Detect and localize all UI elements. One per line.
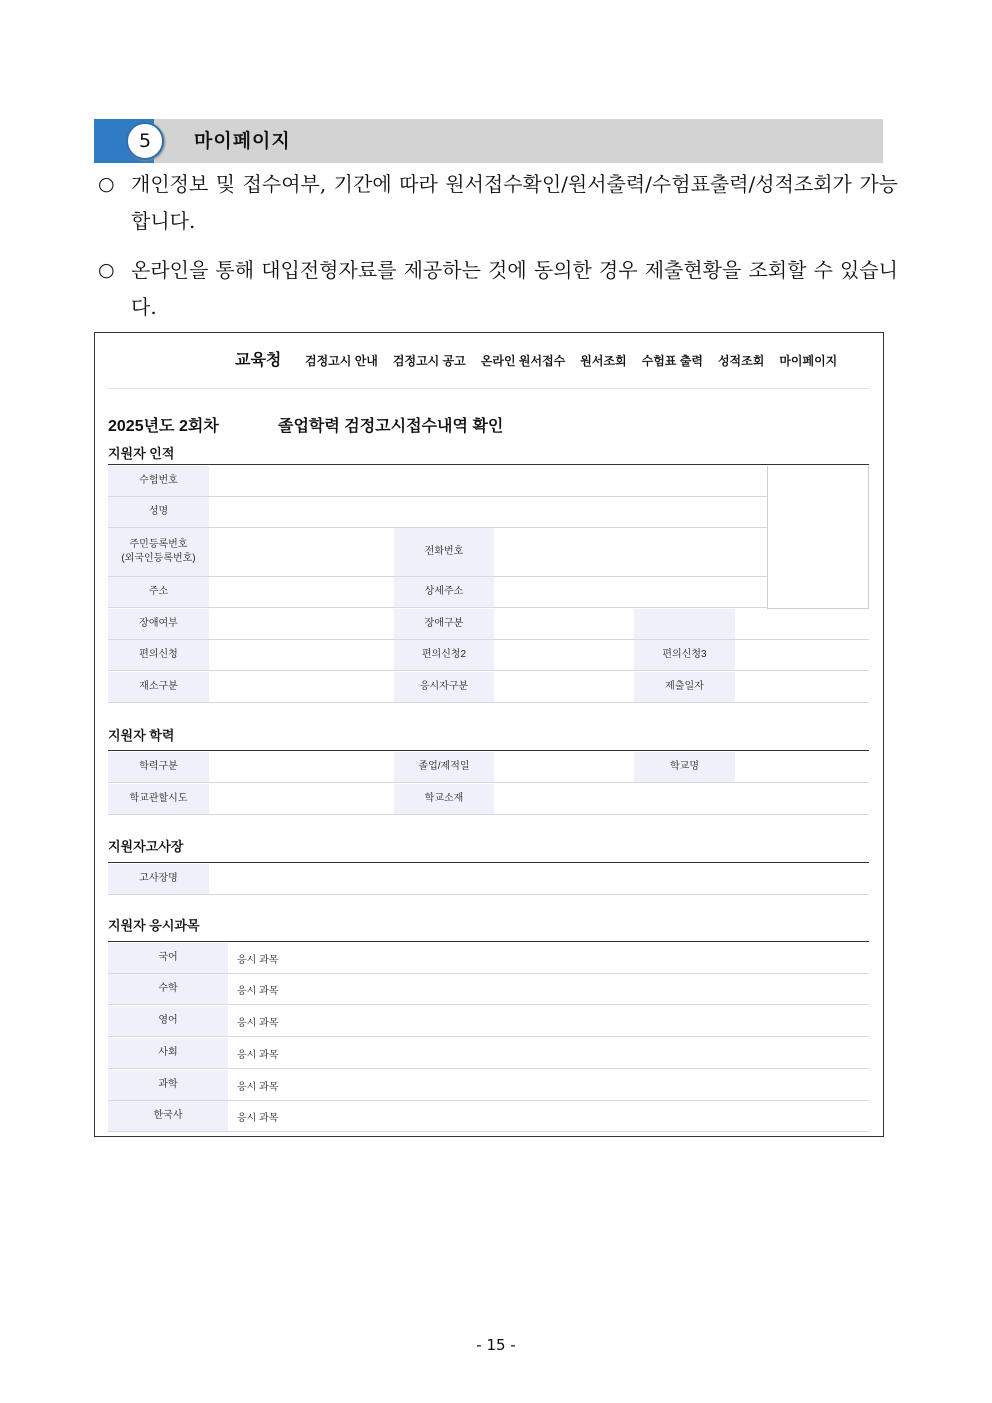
subject-value: 응시 과목 <box>237 1112 279 1124</box>
circle-bullet-icon: ○ <box>98 173 115 195</box>
menu-item-score-lookup[interactable]: 성적조회 <box>717 354 765 368</box>
main-menu <box>305 352 837 369</box>
row-disability <box>108 609 869 640</box>
row-name <box>108 497 767 528</box>
menu-item-exam-notice[interactable]: 검정고시 공고 <box>392 354 466 368</box>
label-venue-name: 고사장명 <box>108 864 209 894</box>
page-title <box>108 413 504 436</box>
circle-bullet-icon: ○ <box>98 259 115 281</box>
top-navigation <box>108 333 870 389</box>
subject-value: 응시 과목 <box>237 1049 279 1061</box>
label-address-detail: 상세주소 <box>394 577 494 607</box>
group-divider <box>108 941 869 942</box>
subject-row <box>108 1006 869 1037</box>
subject-row <box>108 1038 869 1069</box>
row-venue <box>108 864 869 895</box>
subject-label: 국어 <box>108 943 228 973</box>
subject-label: 사회 <box>108 1038 228 1068</box>
label-school-name: 학교명 <box>634 752 735 782</box>
application-details-title: 졸업학력 검정고시접수내역 확인 <box>278 418 504 435</box>
label-address: 주소 <box>108 577 209 607</box>
subject-value: 응시 과목 <box>237 1017 279 1029</box>
section-header <box>94 119 883 163</box>
label-convenience2: 편의신청2 <box>394 640 494 670</box>
row-inmate <box>108 672 869 703</box>
paragraph-1-text: 개인정보 및 접수여부, 기간에 따라 원서접수확인/원서출력/수험표출력/성적조회가 가능합니다. <box>131 172 898 233</box>
subject-label: 과학 <box>108 1070 228 1100</box>
mypage-screenshot <box>94 332 884 1137</box>
label-graduation-date: 졸업/제적일 <box>394 752 494 782</box>
paragraph-1 <box>98 166 898 240</box>
label-convenience: 편의신청 <box>108 640 209 670</box>
subject-row <box>108 974 869 1005</box>
subject-value: 응시 과목 <box>237 1081 279 1093</box>
label-disability: 장애여부 <box>108 609 209 639</box>
page-number: - 15 - <box>476 1336 516 1354</box>
label-submit-date: 제출일자 <box>634 672 735 702</box>
menu-item-mypage[interactable]: 마이페이지 <box>779 354 838 368</box>
row-school <box>108 784 869 815</box>
group-divider <box>108 464 869 465</box>
label-resident-number: 주민등록번호 (외국인등록번호) <box>108 528 209 576</box>
label-school-location: 학교소재 <box>394 784 494 814</box>
brand-logo[interactable]: 교육청 <box>235 352 282 369</box>
photo-placeholder <box>767 466 869 609</box>
subject-row <box>108 1070 869 1101</box>
subject-label: 수학 <box>108 974 228 1004</box>
section-number-badge: 5 <box>126 122 164 160</box>
paragraph-2 <box>98 252 898 326</box>
menu-item-exam-guide[interactable]: 검정고시 안내 <box>305 354 378 368</box>
paragraph-2-text: 온라인을 통해 대입전형자료를 제공하는 것에 동의한 경우 제출현황을 조회할 수 있습니다. <box>131 258 898 319</box>
group-title-venue: 지원자고사장 <box>108 839 184 854</box>
label-convenience3: 편의신청3 <box>634 640 735 670</box>
label-school-office: 학교관할시도 <box>108 784 209 814</box>
row-address <box>108 577 767 608</box>
group-title-education: 지원자 학력 <box>108 728 175 743</box>
group-title-subjects: 지원자 응시과목 <box>108 918 200 933</box>
label-name: 성명 <box>108 497 209 527</box>
subject-value: 응시 과목 <box>237 954 279 966</box>
menu-item-application-lookup[interactable]: 원서조회 <box>580 354 627 368</box>
group-divider <box>108 862 869 863</box>
subject-label: 영어 <box>108 1006 228 1036</box>
subject-value: 응시 과목 <box>237 985 279 997</box>
subject-row <box>108 1101 869 1132</box>
row-education <box>108 752 869 783</box>
label-empty-cell <box>634 609 735 639</box>
row-exam-number <box>108 466 767 497</box>
group-divider <box>108 750 869 751</box>
row-convenience <box>108 640 869 671</box>
menu-item-online-application[interactable]: 온라인 원서접수 <box>480 354 566 368</box>
label-inmate: 재소구분 <box>108 672 209 702</box>
label-phone: 전화번호 <box>394 528 494 576</box>
label-applicant-type: 응시자구분 <box>394 672 494 702</box>
row-resident-number <box>108 528 767 577</box>
label-exam-number: 수험번호 <box>108 466 209 496</box>
label-disability-type: 장애구분 <box>394 609 494 639</box>
label-education-type: 학력구분 <box>108 752 209 782</box>
menu-item-admission-ticket[interactable]: 수험표 출력 <box>641 354 703 368</box>
section-title: 마이페이지 <box>194 130 291 152</box>
subject-row <box>108 943 869 974</box>
exam-round-title: 2025년도 2회차 <box>108 418 219 435</box>
subject-label: 한국사 <box>108 1101 228 1131</box>
group-title-personal: 지원자 인적 <box>108 446 175 461</box>
